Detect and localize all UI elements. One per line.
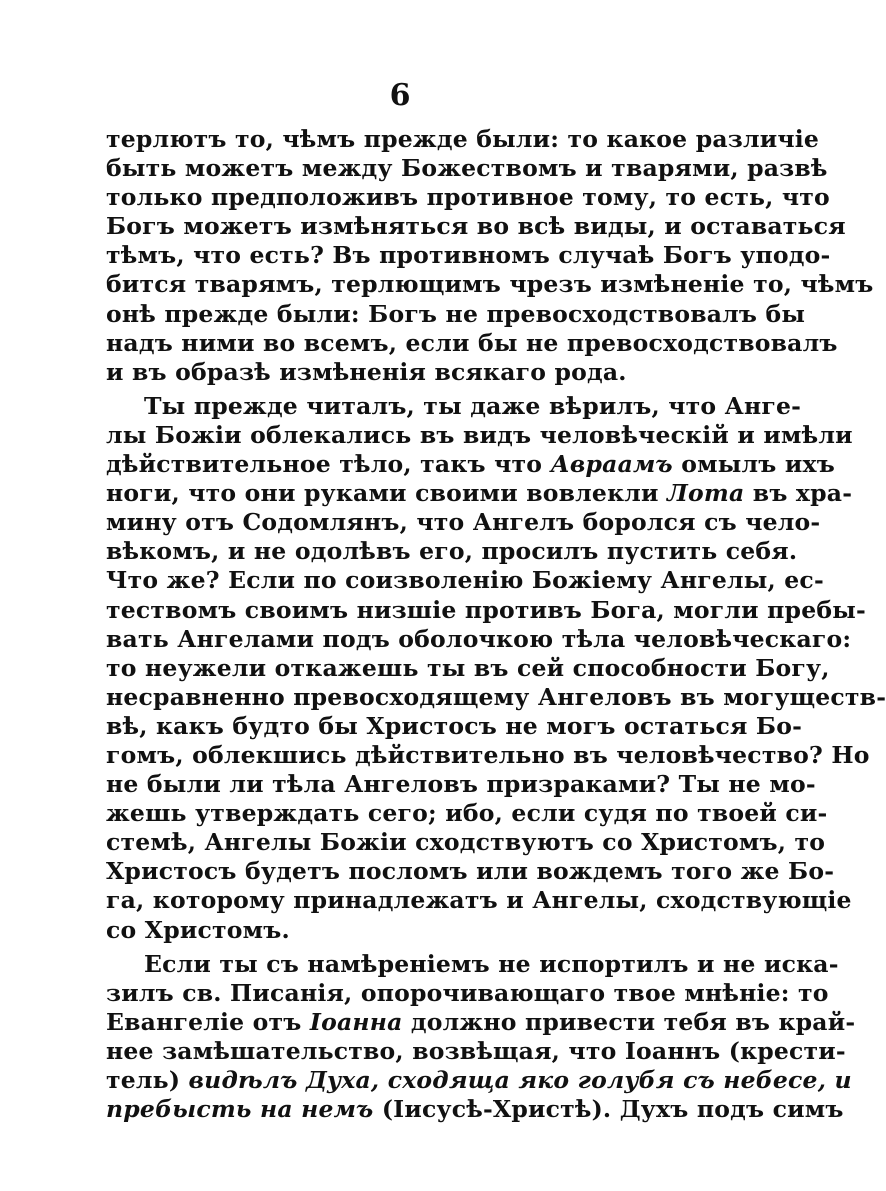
text-line xyxy=(106,949,839,979)
text-segment: Евангеліе отъ xyxy=(106,1007,310,1036)
text-segment: стемѣ, Ангелы Божіи сходствуютъ со Христомъ, то xyxy=(106,828,826,857)
paragraph xyxy=(106,125,874,387)
text-segment: Христосъ будетъ посломъ или вождемъ того же Бо- xyxy=(106,857,835,886)
text-line xyxy=(106,857,835,886)
text-segment: онѣ прежде были: Богъ не превосходствовалъ бы xyxy=(106,299,806,328)
text-segment: бится тварямъ, терлющимъ чрезъ измѣненіе то, чѣмъ xyxy=(106,270,874,299)
text-line xyxy=(106,537,798,566)
text-segment: вѣкомъ, и не одолѣвъ его, просилъ пустить себя. xyxy=(106,537,798,566)
text-line xyxy=(106,358,690,387)
text-line xyxy=(106,1095,844,1124)
text-line xyxy=(106,624,852,654)
text-line xyxy=(106,125,820,154)
text-line xyxy=(106,1007,856,1037)
text-segment: Если ты съ намѣреніемъ не испортилъ и не иска- xyxy=(144,949,839,978)
text-segment: вать Ангелами подъ оболочкою тѣла человѣческаго: xyxy=(106,624,852,653)
text-segment: со Христомъ. xyxy=(106,915,290,944)
text-line xyxy=(106,479,853,508)
text-segment: гомъ, облекшись дѣйствительно въ человѣчество? Но xyxy=(106,740,870,769)
text-line xyxy=(106,595,866,625)
text-segment: быть можетъ между Божествомъ и тварями, развѣ xyxy=(106,154,828,183)
text-line xyxy=(106,212,846,241)
italic-text: Авраамъ xyxy=(550,450,673,479)
paragraph xyxy=(106,949,856,1125)
text-segment: Что же? Если по соизволенію Божіему Ангелы, ес- xyxy=(106,566,824,595)
italic-text: пребысть на немъ xyxy=(106,1095,374,1124)
text-segment: и въ образѣ измѣненія всякаго рода. xyxy=(106,357,627,386)
italic-text: Іоанна xyxy=(309,1007,403,1036)
text-line xyxy=(106,1066,852,1095)
text-segment: не были ли тѣла Ангеловъ призраками? Ты не мо- xyxy=(106,770,816,799)
text-segment: терлютъ то, чѣмъ прежде были: то какое различіе xyxy=(106,125,820,153)
text-line xyxy=(106,154,828,183)
text-line xyxy=(106,799,828,828)
text-line xyxy=(106,270,874,299)
text-segment: омылъ ихъ xyxy=(672,450,835,479)
italic-text: видѣлъ Духа, сходяща яко голубя съ небесе, и xyxy=(188,1066,852,1094)
text-line xyxy=(106,328,838,358)
text-line xyxy=(106,682,886,712)
text-segment: нее замѣшательство, возвѣщая, что Іоаннъ (крести- xyxy=(106,1036,846,1065)
text-line xyxy=(106,916,690,945)
text-line xyxy=(106,299,806,329)
text-line xyxy=(106,241,831,270)
text-segment: ноги, что они руками своими вовлекли xyxy=(106,479,668,508)
text-segment: тѣмъ, что есть? Въ противномъ случаѣ Богъ уподо- xyxy=(106,241,831,270)
text-segment: въ хра- xyxy=(744,479,853,508)
text-segment: тель) xyxy=(106,1066,189,1094)
text-line xyxy=(106,391,802,421)
text-line xyxy=(106,740,870,770)
text-segment: (Іисусѣ-Христѣ). Духъ подъ симъ xyxy=(373,1095,844,1124)
text-line xyxy=(106,566,824,595)
text-line xyxy=(106,770,816,799)
text-line xyxy=(106,711,803,741)
text-segment: лы Божіи облекались въ видъ человѣческій и имѣли xyxy=(106,420,853,449)
text-segment: несравненно превосходящему Ангеловъ въ могуществ- xyxy=(106,682,886,711)
italic-text: Лота xyxy=(667,479,745,508)
text-line xyxy=(106,183,830,212)
page-number: 6 xyxy=(389,78,411,113)
text-segment: только предположивъ противное тому, то есть, что xyxy=(106,183,830,212)
text-line xyxy=(106,1036,846,1066)
text-line xyxy=(106,653,830,683)
paragraph xyxy=(106,391,886,945)
text-line xyxy=(106,978,829,1008)
text-segment: Богъ можетъ измѣняться во всѣ виды, и оставаться xyxy=(106,212,846,241)
text-line xyxy=(106,420,853,450)
text-segment: га, которому принадлежатъ и Ангелы, сходствующіе xyxy=(106,886,852,915)
body-text xyxy=(106,125,886,1124)
text-segment: тествомъ своимъ низшіе противъ Бога, могли пребы- xyxy=(106,595,866,624)
text-segment: вѣ, какъ будто бы Христосъ не могъ остаться Бо- xyxy=(106,711,803,740)
text-segment: зилъ св. Писанія, опорочивающаго твое мнѣніе: то xyxy=(106,978,829,1007)
text-segment: надъ ними во всемъ, если бы не превосходствовалъ xyxy=(106,328,838,357)
text-segment: жешь утверждать сего; ибо, если судя по твоей си- xyxy=(106,799,828,828)
text-line xyxy=(106,450,835,479)
text-segment: дѣйствительное тѣло, такъ что xyxy=(106,450,551,479)
text-line xyxy=(106,508,821,537)
text-segment: то неужели откажешь ты въ сей способности Богу, xyxy=(106,653,830,682)
text-segment: мину отъ Содомлянъ, что Ангелъ боролся съ чело- xyxy=(106,508,821,537)
text-segment: должно привести тебя въ край- xyxy=(402,1007,856,1036)
text-segment: Ты прежде читалъ, ты даже вѣрилъ, что Анге- xyxy=(144,391,802,420)
text-line xyxy=(106,828,826,857)
text-line xyxy=(106,886,852,915)
